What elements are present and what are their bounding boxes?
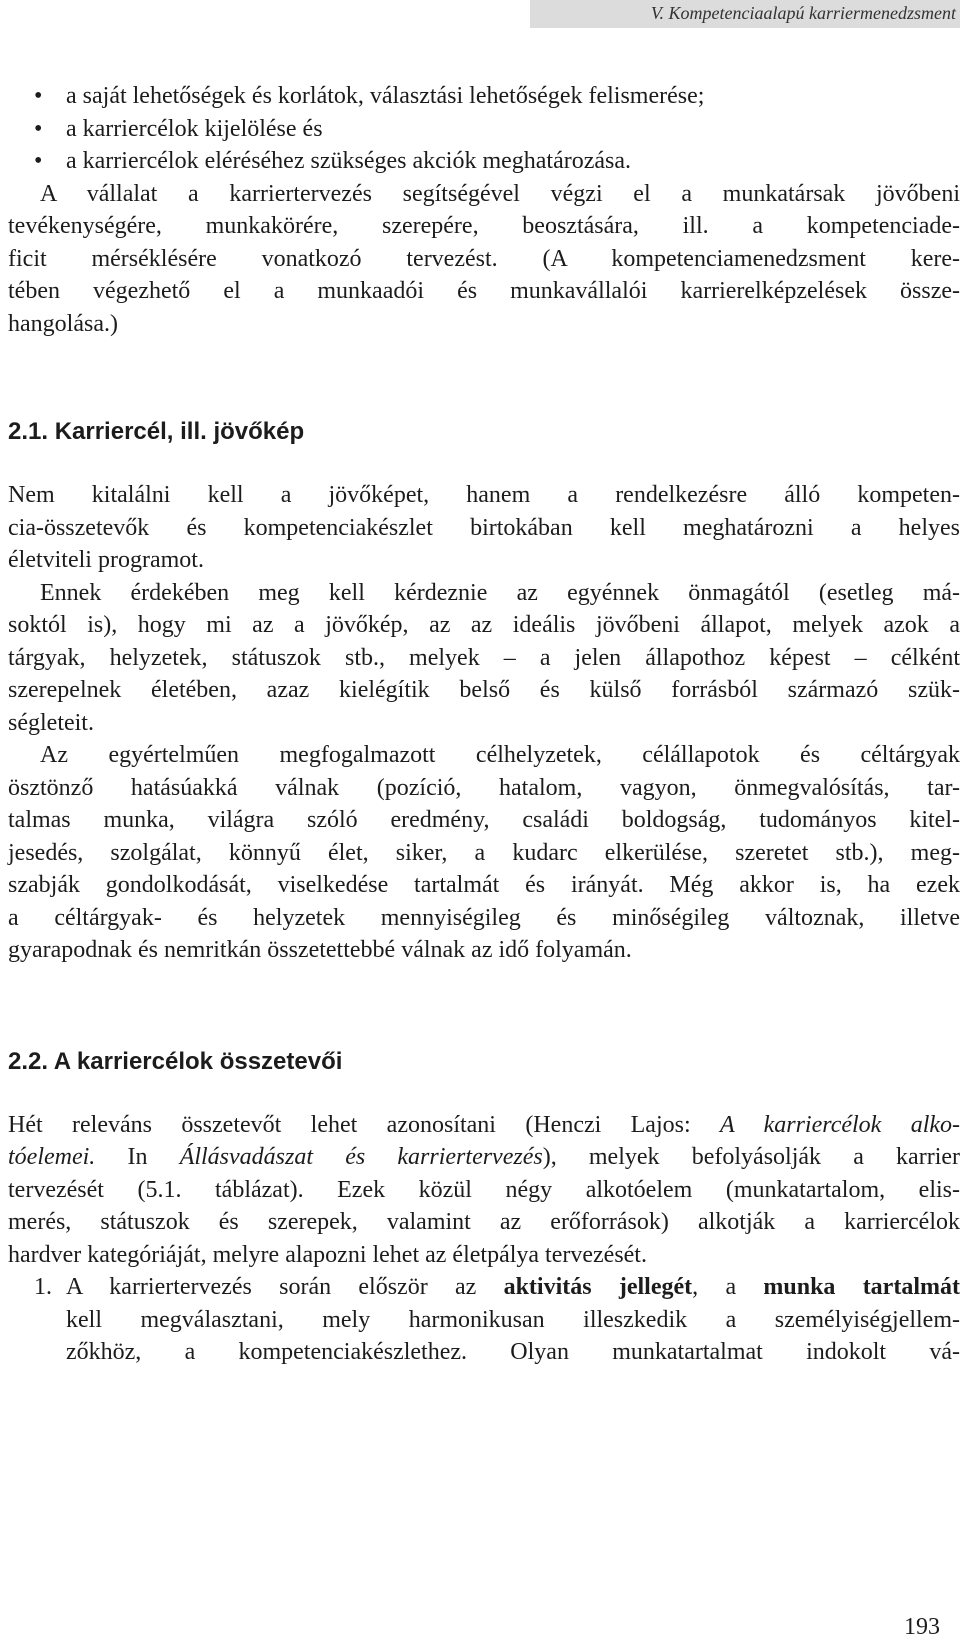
list-item [8,80,960,113]
text-line: tevékenységére, munkakörére, szerepére, beosztására, ill. a kompetenciade- [8,213,960,239]
text-line [8,1141,960,1174]
book-title-italic: Állásvadászat és karriertervezés [179,1144,543,1170]
text-line: soktól is), hogy mi az a jövőkép, az az ideális jövőbeni állapot, melyek azok a [8,612,960,638]
book-title-italic: A karriercélok alko- [720,1111,960,1138]
text-line: a céltárgyak- és helyzetek mennyiségileg és minőségileg változnak, illetve [8,904,960,931]
text-run: ), melyek befolyásolják a karrier [542,1144,960,1170]
list-item [8,113,960,146]
bullet-icon: • [34,148,43,174]
text-line: ségleteit. [8,709,94,736]
bullet-icon: • [34,83,43,109]
text-line: Az egyértelműen megfogalmazott célhelyzetek, célállapotok és céltárgyak [40,742,960,768]
text-line: merés, státuszok és szerepek, valamint az erőforrások) alkotják a karriercélok [8,1209,960,1235]
text-line: tárgyak, helyzetek, státuszok stb., melyek – a jelen állapothoz képest – célként [8,644,960,671]
list-item-text: a karriercélok kijelölése és [66,115,323,142]
text-run: , a [692,1274,764,1300]
section-heading-career-goal: 2.1. Karriercél, ill. jövőkép [8,418,305,445]
text-line: jesedés, szolgálat, könnyű élet, siker, a kudarc elkerülése, szeretet stb.), meg- [8,839,960,866]
text-line: ficit mérséklésére vonatkozó tervezést. (A kompetenciamenedzsment kere- [8,245,960,272]
paragraph-self-questioning [8,577,960,740]
text-line: életviteli programot. [8,547,204,573]
text-line: hangolása.) [8,310,118,337]
text-line [66,1271,960,1304]
text-line [8,1109,960,1142]
text-line: kell megválasztani, mely harmonikusan illeszkedik a személyiségjellem- [66,1306,960,1333]
numbered-list-item [8,1271,960,1369]
text-run: Hét releváns összetevőt lehet azonosítani (Henczi Lajos: [8,1111,721,1138]
text-line: talmas munka, világra szóló eredmény, családi boldogság, tudományos kitel- [8,807,960,833]
paragraph-components [8,1109,960,1272]
list-item [8,145,960,178]
text-line: Nem kitalálni kell a jövőképet, hanem a rendelkezésre álló kompeten- [8,482,960,508]
running-head: V. Kompetenciaalapú karriermenedzsment [530,0,960,28]
text-line: zőkhöz, a kompetenciakészlethez. Olyan munkatartalmat indokolt vá- [66,1339,960,1365]
text-line: Ennek érdekében meg kell kérdeznie az egyénnek önmagától (esetleg má- [40,579,960,606]
text-line: szerepelnek életében, azaz kielégítik belső és külső forrásból származó szük- [8,677,960,703]
list-item-text: a saját lehetőségek és korlátok, választási lehetőségek felismerése; [66,83,705,109]
text-line: szabják gondolkodását, viselkedése tartalmát és irányát. Még akkor is, ha ezek [8,872,960,898]
bold-term: munka tartalmát [763,1274,960,1300]
paragraph-goal-states [8,739,960,967]
document-page [8,0,960,1645]
text-line: ösztönző hatásúakká válnak (pozíció, hatalom, vagyon, önmegvalósítás, tar- [8,774,960,801]
bold-term: aktivitás jellegét [503,1274,693,1300]
book-title-italic: tóelemei. [8,1144,96,1170]
paragraph-company-planning [8,178,960,341]
bullet-list [8,80,960,178]
text-line: tében végezhető el a munkaadói és munkavállalói karrierelképzelések össze- [8,278,960,304]
page-number: 193 [904,1613,940,1640]
list-number: 1. [34,1274,52,1300]
section-heading-goal-components: 2.2. A karriercélok összetevői [8,1047,343,1075]
bullet-icon: • [34,115,43,142]
text-line: cia-összetevők és kompetenciakészlet birtokában kell meghatározni a helyes [8,514,960,541]
text-run: A karriertervezés során először az [66,1274,504,1300]
paragraph-vision [8,479,960,577]
list-item-text: a karriercélok eléréséhez szükséges akciók meghatározása. [66,148,632,174]
text-line: gyarapodnak és nemritkán összetettebbé válnak az idő folyamán. [8,937,632,963]
text-run: In [95,1144,180,1170]
text-line: tervezését (5.1. táblázat). Ezek közül négy alkotóelem (munkatartalom, elis- [8,1176,960,1203]
text-line: hardver kategóriáját, melyre alapozni lehet az életpálya tervezését. [8,1241,647,1268]
text-line: A vállalat a karriertervezés segítségével végzi el a munkatársak jövőbeni [40,180,960,207]
page-content [8,80,960,1369]
